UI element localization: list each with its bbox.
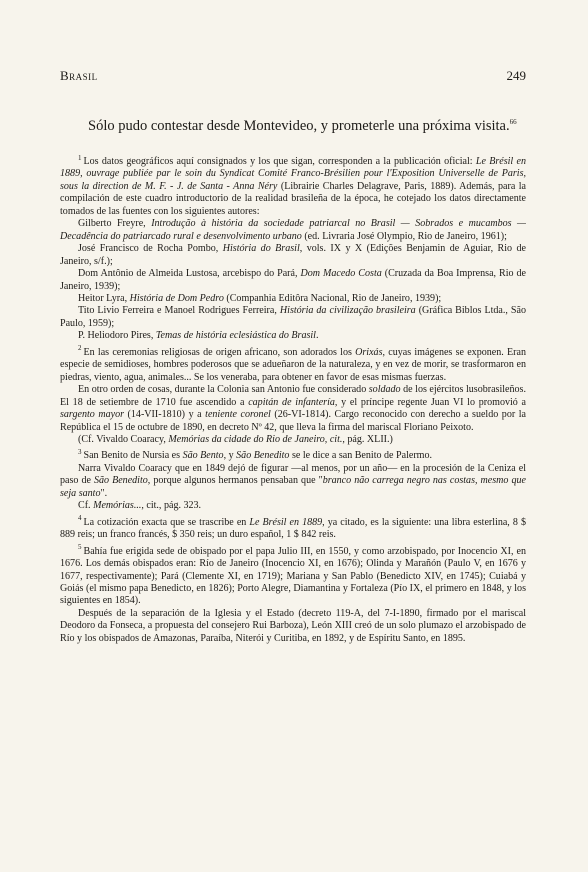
- note-text: , cit., pág. 323.: [141, 500, 202, 512]
- note-paragraph: [60, 450, 526, 462]
- source-entry: [60, 293, 526, 305]
- note-text: , ya citado, es la siguiente: una libra esterlina, 8 $ 889 reis; un franco francés, $ 350 reis; un duro español, 1 $ 842 reis.: [60, 516, 526, 541]
- source-entry: [60, 305, 526, 330]
- footnote-4: [60, 514, 526, 542]
- note-paragraph: [60, 463, 526, 500]
- note-title: Le Brésil en 1889: [249, 516, 323, 528]
- note-text: , y el príncipe regente Juan VI lo promovió a: [334, 396, 526, 408]
- footnotes: [60, 153, 526, 645]
- note-number: 2: [78, 344, 82, 353]
- source-details: (Companhia Editôra Nacional, Rio de Janeiro, 1939);: [223, 292, 442, 304]
- footnote-3: [60, 450, 526, 512]
- note-term: sargento mayor: [60, 409, 125, 421]
- note-term: soldado: [368, 384, 401, 396]
- note-paragraph: [60, 543, 526, 608]
- note-number: 3: [78, 448, 82, 457]
- source-entry: [60, 268, 526, 293]
- note-paragraph: [60, 344, 526, 384]
- note-term: São Bento: [182, 450, 224, 462]
- note-text: Cf.: [78, 500, 94, 512]
- note-paragraph: [60, 500, 526, 512]
- note-text: Narra Vivaldo Coaracy que en 1849 dejó de figurar —al menos, por un año— en la procesión de la Ceniza el paso de: [60, 462, 526, 487]
- note-text: (Cf. Vivaldo Coaracy,: [78, 433, 169, 445]
- note-paragraph: [60, 608, 526, 645]
- source-author: P. Heliodoro Pires,: [78, 330, 156, 342]
- note-term: teniente coronel: [205, 409, 271, 421]
- source-details: (Cruzada da Boa Imprensa, Rio de Janeiro, 1939);: [60, 268, 526, 292]
- main-text: Sólo pudo contestar desde Montevideo, y prometerle una próxima visita.: [88, 117, 510, 134]
- source-author: Heitor Lyra,: [78, 292, 130, 304]
- note-paragraph: [60, 153, 526, 218]
- source-title: História da civilização brasileira: [279, 305, 416, 317]
- footnote-reference: 66: [509, 117, 517, 126]
- source-details: , vols. IX y X (Edições Benjamin de Aguiar, Rio de Janeiro, s/f.);: [60, 243, 526, 267]
- note-paragraph: [60, 434, 526, 446]
- source-details: (Gráfica Biblos Ltda., São Paulo, 1959);: [60, 305, 526, 329]
- source-entry: [60, 218, 526, 243]
- note-text: , porque algunos hermanos pensaban que ": [147, 475, 323, 487]
- source-details: (ed. Livraria José Olympio, Rio de Janeiro, 1961);: [301, 230, 507, 242]
- note-text: (14-VII-1810) y a: [124, 409, 206, 421]
- note-term: São Benedito: [93, 475, 148, 487]
- note-term: São Benedito: [236, 450, 290, 462]
- source-author: Gilberto Freyre,: [78, 218, 152, 230]
- footnote-1: [60, 153, 526, 343]
- note-title: Memórias da cidade do Rio de Janeiro, cit.: [168, 433, 343, 445]
- page-number: 249: [506, 68, 526, 83]
- source-details: .: [315, 330, 319, 342]
- note-number: 5: [78, 543, 82, 552]
- main-paragraph: [88, 117, 526, 135]
- note-text: Los datos geográficos aquí consignados y los que sigan, corresponden a la publicación oficial:: [83, 156, 476, 167]
- source-title: História do Brasil: [222, 243, 300, 255]
- note-text: se le dice a san Benito de Palermo.: [289, 450, 433, 462]
- note-text: La cotización exacta que se trascribe en: [83, 516, 250, 528]
- page-header: [60, 68, 526, 84]
- note-term: Orixás: [355, 346, 383, 358]
- note-text: Después de la separación de la Iglesia y el Estado (decreto 119-A, del 7-I-1890, firmado por el mariscal Deodoro da Fonseca, a propuesta del consejero Rui Barboza), León XIII creó de un solo plumazo el arzobispado de Río y los obispados de Amazonas, Paraíba, Niterói y Curitiba, en 1892, y de Espíritu Santo, en 1895.: [60, 607, 526, 644]
- note-text: San Benito de Nursia es: [83, 450, 183, 462]
- source-author: Dom Antônio de Almeida Lustosa, arcebispo do Pará,: [78, 268, 301, 280]
- note-quote: branco não carrega negro nas costas, mesmo que seja santo: [60, 475, 526, 499]
- footnote-2: [60, 344, 526, 447]
- note-text: En las ceremonias religiosas de origen africano, son adorados los: [83, 346, 356, 358]
- note-text: de los ejércitos lusobrasileños. El 18 de setiembre de 1710 fue ascendido a: [60, 384, 526, 408]
- note-text: En otro orden de cosas, durante la Colonia san Antonio fue considerado: [78, 384, 369, 396]
- footnote-5: [60, 543, 526, 646]
- note-title: Le Brésil en 1889, ouvrage publiée par le soin du Syndicat Comité Franco-Brésilien pour l'Exposition Universelle de Paris, sous la direction de M. F. - J. de Santa - Anna Néry: [60, 156, 526, 192]
- note-text: (26-VI-1814). Cargo reconocido con derecho a sueldo por la República el 15 de octubre de 1890, en decreto Nº 42, que lleva la firma del mariscal Floriano Peixoto.: [60, 409, 526, 433]
- running-head: Brasil: [60, 68, 98, 83]
- source-author: José Francisco de Rocha Pombo,: [78, 243, 223, 255]
- note-paragraph: [60, 384, 526, 434]
- note-term: capitán de infantería: [248, 396, 335, 408]
- note-text: , pág. XLII.): [342, 433, 393, 445]
- source-title: Introdução à história da sociedade patriarcal no Brasil — Sobrados e mucambos — Decadência do patriarcado rural e desenvolvimento urbano: [60, 218, 526, 242]
- source-title: História de Dom Pedro: [129, 292, 224, 304]
- note-number: 4: [78, 514, 82, 523]
- note-text: , cuyas imágenes se exponen. Eran especie de semidioses, hombres poderosos que se adueñaron de la naturaleza, y en vez de morir, se trasformaron en piedras, viento, agua, animales... Se los veneraba, para obtener en favor de esas mismas fuerzas.: [60, 346, 526, 383]
- note-text: , y: [223, 450, 237, 462]
- source-entry: [60, 330, 526, 342]
- note-text: Bahía fue erigida sede de obispado por el papa Julio III, en 1550, y como arzobispado, por Inocencio XI, en 1676. Los demás obispados eran: Río de Janeiro (Inocencio XI, en 1676); Olinda y Marañón (Paulo V, en 1676 y 1677, respectivamente); Pará (Clemente XI, en 1719); Mariana y San Pablo (Benedicto XIV, en 1745); Cuiabá y Goiás (el mismo papa Benedicto, en 1826); Porto Alegre, Diamantina y Fortaleza (Pío IX, el primero en 1848, y los siguientes en 1854).: [60, 545, 526, 607]
- source-author: Tito Livio Ferreira e Manoel Rodrigues Ferreira,: [78, 305, 280, 317]
- source-title: Temas de história eclesiástica do Brasil: [155, 330, 316, 342]
- note-number: 1: [78, 153, 82, 162]
- note-text: ".: [100, 487, 108, 499]
- source-title: Dom Macedo Costa: [300, 268, 382, 280]
- note-paragraph: [60, 514, 526, 542]
- note-text: (Librairie Charles Delagrave, Paris, 1889). Además, para la compilación de este cuadro introductorio de la realidad brasileña de la época, he cotejado los datos directamente tomados de las fuentes con los siguientes autores:: [60, 180, 526, 217]
- note-title: Memórias...: [93, 500, 142, 512]
- source-entry: [60, 243, 526, 268]
